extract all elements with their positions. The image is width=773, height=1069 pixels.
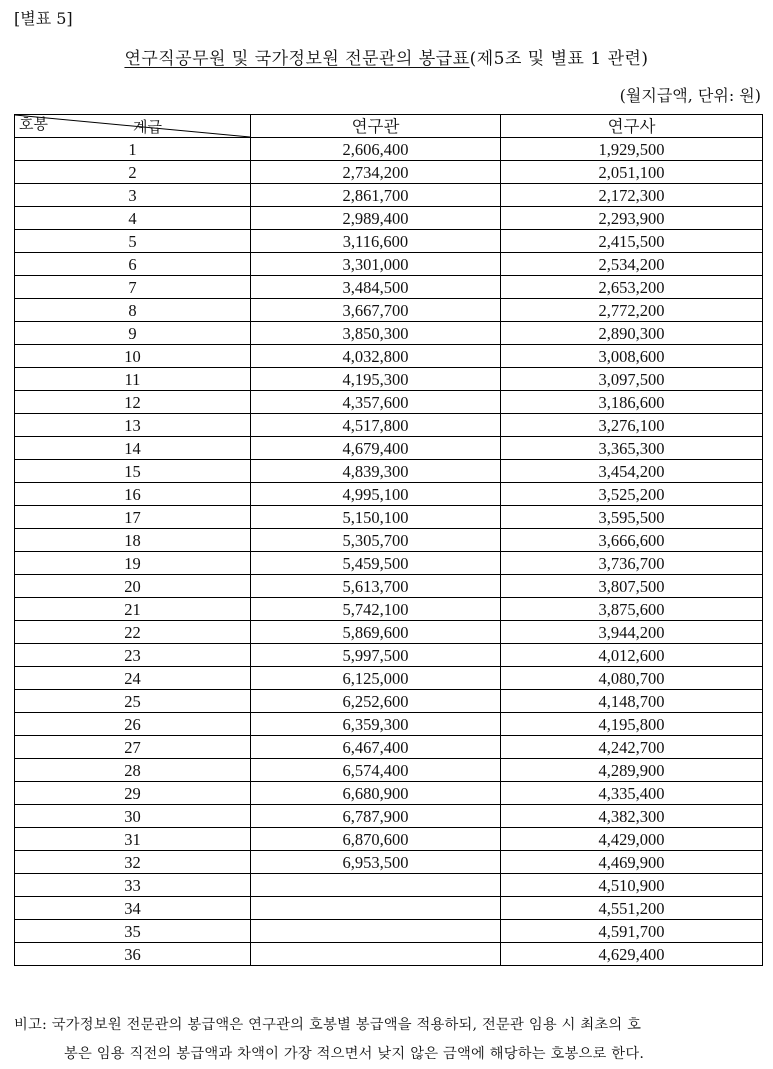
- researcher-salary-cell: 2,534,200: [501, 253, 763, 276]
- senior-researcher-salary-cell: 3,667,700: [251, 299, 501, 322]
- senior-researcher-salary-cell: 5,613,700: [251, 575, 501, 598]
- senior-researcher-salary-cell: 2,734,200: [251, 161, 501, 184]
- table-row: [15, 713, 763, 736]
- researcher-salary-cell: 4,510,900: [501, 874, 763, 897]
- senior-researcher-salary-cell: 3,484,500: [251, 276, 501, 299]
- step-cell: 16: [15, 483, 251, 506]
- step-cell: 22: [15, 621, 251, 644]
- step-cell: 23: [15, 644, 251, 667]
- senior-researcher-salary-cell: 6,467,400: [251, 736, 501, 759]
- unit-note: (월지급액, 단위: 원): [619, 86, 761, 105]
- title-reference: (제5조 및 별표 1 관련): [469, 49, 649, 69]
- step-cell: 28: [15, 759, 251, 782]
- senior-researcher-salary-cell: 6,125,000: [251, 667, 501, 690]
- table-row: [15, 230, 763, 253]
- table-row: [15, 207, 763, 230]
- step-cell: 15: [15, 460, 251, 483]
- table-row: [15, 644, 763, 667]
- senior-researcher-salary-cell: 4,517,800: [251, 414, 501, 437]
- researcher-salary-cell: 4,080,700: [501, 667, 763, 690]
- step-cell: 10: [15, 345, 251, 368]
- table-row: [15, 322, 763, 345]
- researcher-salary-cell: 4,382,300: [501, 805, 763, 828]
- salary-table: [14, 114, 763, 966]
- researcher-salary-cell: 2,051,100: [501, 161, 763, 184]
- table-row: [15, 805, 763, 828]
- researcher-salary-cell: 3,276,100: [501, 414, 763, 437]
- table-row: [15, 920, 763, 943]
- table-row: [15, 414, 763, 437]
- table-row: [15, 184, 763, 207]
- step-cell: 12: [15, 391, 251, 414]
- step-cell: 13: [15, 414, 251, 437]
- table-row: [15, 621, 763, 644]
- table-row: [15, 391, 763, 414]
- senior-researcher-salary-cell: 5,459,500: [251, 552, 501, 575]
- step-cell: 11: [15, 368, 251, 391]
- table-row: [15, 368, 763, 391]
- step-cell: 34: [15, 897, 251, 920]
- remarks-note: [14, 1011, 766, 1069]
- column-header-senior-researcher: 연구관: [251, 115, 501, 138]
- table-row: [15, 759, 763, 782]
- senior-researcher-salary-cell: 4,839,300: [251, 460, 501, 483]
- researcher-salary-cell: 4,242,700: [501, 736, 763, 759]
- table-row: [15, 690, 763, 713]
- table-row: [15, 161, 763, 184]
- table-row: [15, 943, 763, 966]
- senior-researcher-salary-cell: 6,787,900: [251, 805, 501, 828]
- senior-researcher-salary-cell: 4,357,600: [251, 391, 501, 414]
- remarks-line-2: 봉은 임용 직전의 봉급액과 차액이 가장 적으면서 낮지 않은 금액에 해당하는 호봉으로 한다.: [64, 1046, 645, 1062]
- step-cell: 25: [15, 690, 251, 713]
- senior-researcher-salary-cell: 6,953,500: [251, 851, 501, 874]
- researcher-salary-cell: 4,551,200: [501, 897, 763, 920]
- table-row: [15, 897, 763, 920]
- table-row: [15, 874, 763, 897]
- researcher-salary-cell: 3,454,200: [501, 460, 763, 483]
- table-row: [15, 437, 763, 460]
- table-row: [15, 529, 763, 552]
- step-cell: 9: [15, 322, 251, 345]
- table-row: [15, 253, 763, 276]
- senior-researcher-salary-cell: 6,680,900: [251, 782, 501, 805]
- step-cell: 5: [15, 230, 251, 253]
- researcher-salary-cell: 4,429,000: [501, 828, 763, 851]
- senior-researcher-salary-cell: 5,305,700: [251, 529, 501, 552]
- researcher-salary-cell: 4,335,400: [501, 782, 763, 805]
- table-row: [15, 506, 763, 529]
- step-cell: 20: [15, 575, 251, 598]
- senior-researcher-salary-cell: 4,679,400: [251, 437, 501, 460]
- researcher-salary-cell: 3,666,600: [501, 529, 763, 552]
- page-title: [0, 44, 773, 69]
- table-row: [15, 851, 763, 874]
- column-header-researcher: 연구사: [501, 115, 763, 138]
- table-row: [15, 299, 763, 322]
- step-cell: 21: [15, 598, 251, 621]
- table-row: [15, 598, 763, 621]
- step-cell: 33: [15, 874, 251, 897]
- step-cell: 14: [15, 437, 251, 460]
- researcher-salary-cell: 4,629,400: [501, 943, 763, 966]
- step-cell: 19: [15, 552, 251, 575]
- corner-step-label: 호봉: [19, 115, 48, 133]
- senior-researcher-salary-cell: 5,742,100: [251, 598, 501, 621]
- table-row: [15, 782, 763, 805]
- senior-researcher-salary-cell: 4,195,300: [251, 368, 501, 391]
- researcher-salary-cell: 3,365,300: [501, 437, 763, 460]
- step-cell: 7: [15, 276, 251, 299]
- senior-researcher-salary-cell: 2,606,400: [251, 138, 501, 161]
- senior-researcher-salary-cell: 6,252,600: [251, 690, 501, 713]
- step-cell: 17: [15, 506, 251, 529]
- corner-header: [15, 115, 251, 138]
- step-cell: 36: [15, 943, 251, 966]
- step-cell: 6: [15, 253, 251, 276]
- senior-researcher-salary-cell: 3,116,600: [251, 230, 501, 253]
- researcher-salary-cell: 4,289,900: [501, 759, 763, 782]
- step-cell: 4: [15, 207, 251, 230]
- researcher-salary-cell: 3,186,600: [501, 391, 763, 414]
- step-cell: 26: [15, 713, 251, 736]
- corner-grade-label: 계급: [133, 118, 162, 136]
- researcher-salary-cell: 4,469,900: [501, 851, 763, 874]
- researcher-salary-cell: 4,148,700: [501, 690, 763, 713]
- table-row: [15, 667, 763, 690]
- researcher-salary-cell: 2,172,300: [501, 184, 763, 207]
- senior-researcher-salary-cell: 5,997,500: [251, 644, 501, 667]
- senior-researcher-salary-cell: 6,870,600: [251, 828, 501, 851]
- table-row: [15, 736, 763, 759]
- step-cell: 27: [15, 736, 251, 759]
- researcher-salary-cell: 2,293,900: [501, 207, 763, 230]
- researcher-salary-cell: 2,890,300: [501, 322, 763, 345]
- step-cell: 30: [15, 805, 251, 828]
- senior-researcher-salary-cell: 5,869,600: [251, 621, 501, 644]
- step-cell: 32: [15, 851, 251, 874]
- table-row: [15, 575, 763, 598]
- remarks-line-1: 비고: 국가정보원 전문관의 봉급액은 연구관의 호봉별 봉급액을 적용하되, 전문관 임용 시 최초의 호: [14, 1017, 642, 1033]
- table-row: [15, 138, 763, 161]
- researcher-salary-cell: 2,653,200: [501, 276, 763, 299]
- senior-researcher-salary-cell: 4,032,800: [251, 345, 501, 368]
- senior-researcher-salary-cell: [251, 897, 501, 920]
- senior-researcher-salary-cell: 6,574,400: [251, 759, 501, 782]
- senior-researcher-salary-cell: 5,150,100: [251, 506, 501, 529]
- researcher-salary-cell: 1,929,500: [501, 138, 763, 161]
- senior-researcher-salary-cell: 4,995,100: [251, 483, 501, 506]
- researcher-salary-cell: 3,097,500: [501, 368, 763, 391]
- senior-researcher-salary-cell: [251, 874, 501, 897]
- researcher-salary-cell: 3,736,700: [501, 552, 763, 575]
- senior-researcher-salary-cell: [251, 920, 501, 943]
- step-cell: 8: [15, 299, 251, 322]
- senior-researcher-salary-cell: 3,850,300: [251, 322, 501, 345]
- step-cell: 29: [15, 782, 251, 805]
- table-row: [15, 460, 763, 483]
- table-row: [15, 828, 763, 851]
- senior-researcher-salary-cell: 6,359,300: [251, 713, 501, 736]
- researcher-salary-cell: 3,807,500: [501, 575, 763, 598]
- researcher-salary-cell: 3,944,200: [501, 621, 763, 644]
- step-cell: 24: [15, 667, 251, 690]
- senior-researcher-salary-cell: [251, 943, 501, 966]
- senior-researcher-salary-cell: 2,861,700: [251, 184, 501, 207]
- step-cell: 3: [15, 184, 251, 207]
- table-row: [15, 276, 763, 299]
- senior-researcher-salary-cell: 2,989,400: [251, 207, 501, 230]
- researcher-salary-cell: 2,772,200: [501, 299, 763, 322]
- step-cell: 31: [15, 828, 251, 851]
- step-cell: 35: [15, 920, 251, 943]
- researcher-salary-cell: 3,595,500: [501, 506, 763, 529]
- researcher-salary-cell: 4,012,600: [501, 644, 763, 667]
- step-cell: 2: [15, 161, 251, 184]
- researcher-salary-cell: 4,591,700: [501, 920, 763, 943]
- researcher-salary-cell: 4,195,800: [501, 713, 763, 736]
- researcher-salary-cell: 2,415,500: [501, 230, 763, 253]
- table-row: [15, 345, 763, 368]
- table-body: [15, 138, 763, 966]
- table-row: [15, 483, 763, 506]
- researcher-salary-cell: 3,525,200: [501, 483, 763, 506]
- step-cell: 18: [15, 529, 251, 552]
- table-header-row: [15, 115, 763, 138]
- table-row: [15, 552, 763, 575]
- researcher-salary-cell: 3,008,600: [501, 345, 763, 368]
- senior-researcher-salary-cell: 3,301,000: [251, 253, 501, 276]
- title-main: 연구직공무원 및 국가정보원 전문관의 봉급표: [124, 49, 470, 69]
- researcher-salary-cell: 3,875,600: [501, 598, 763, 621]
- annex-label: [별표 5]: [14, 9, 73, 28]
- step-cell: 1: [15, 138, 251, 161]
